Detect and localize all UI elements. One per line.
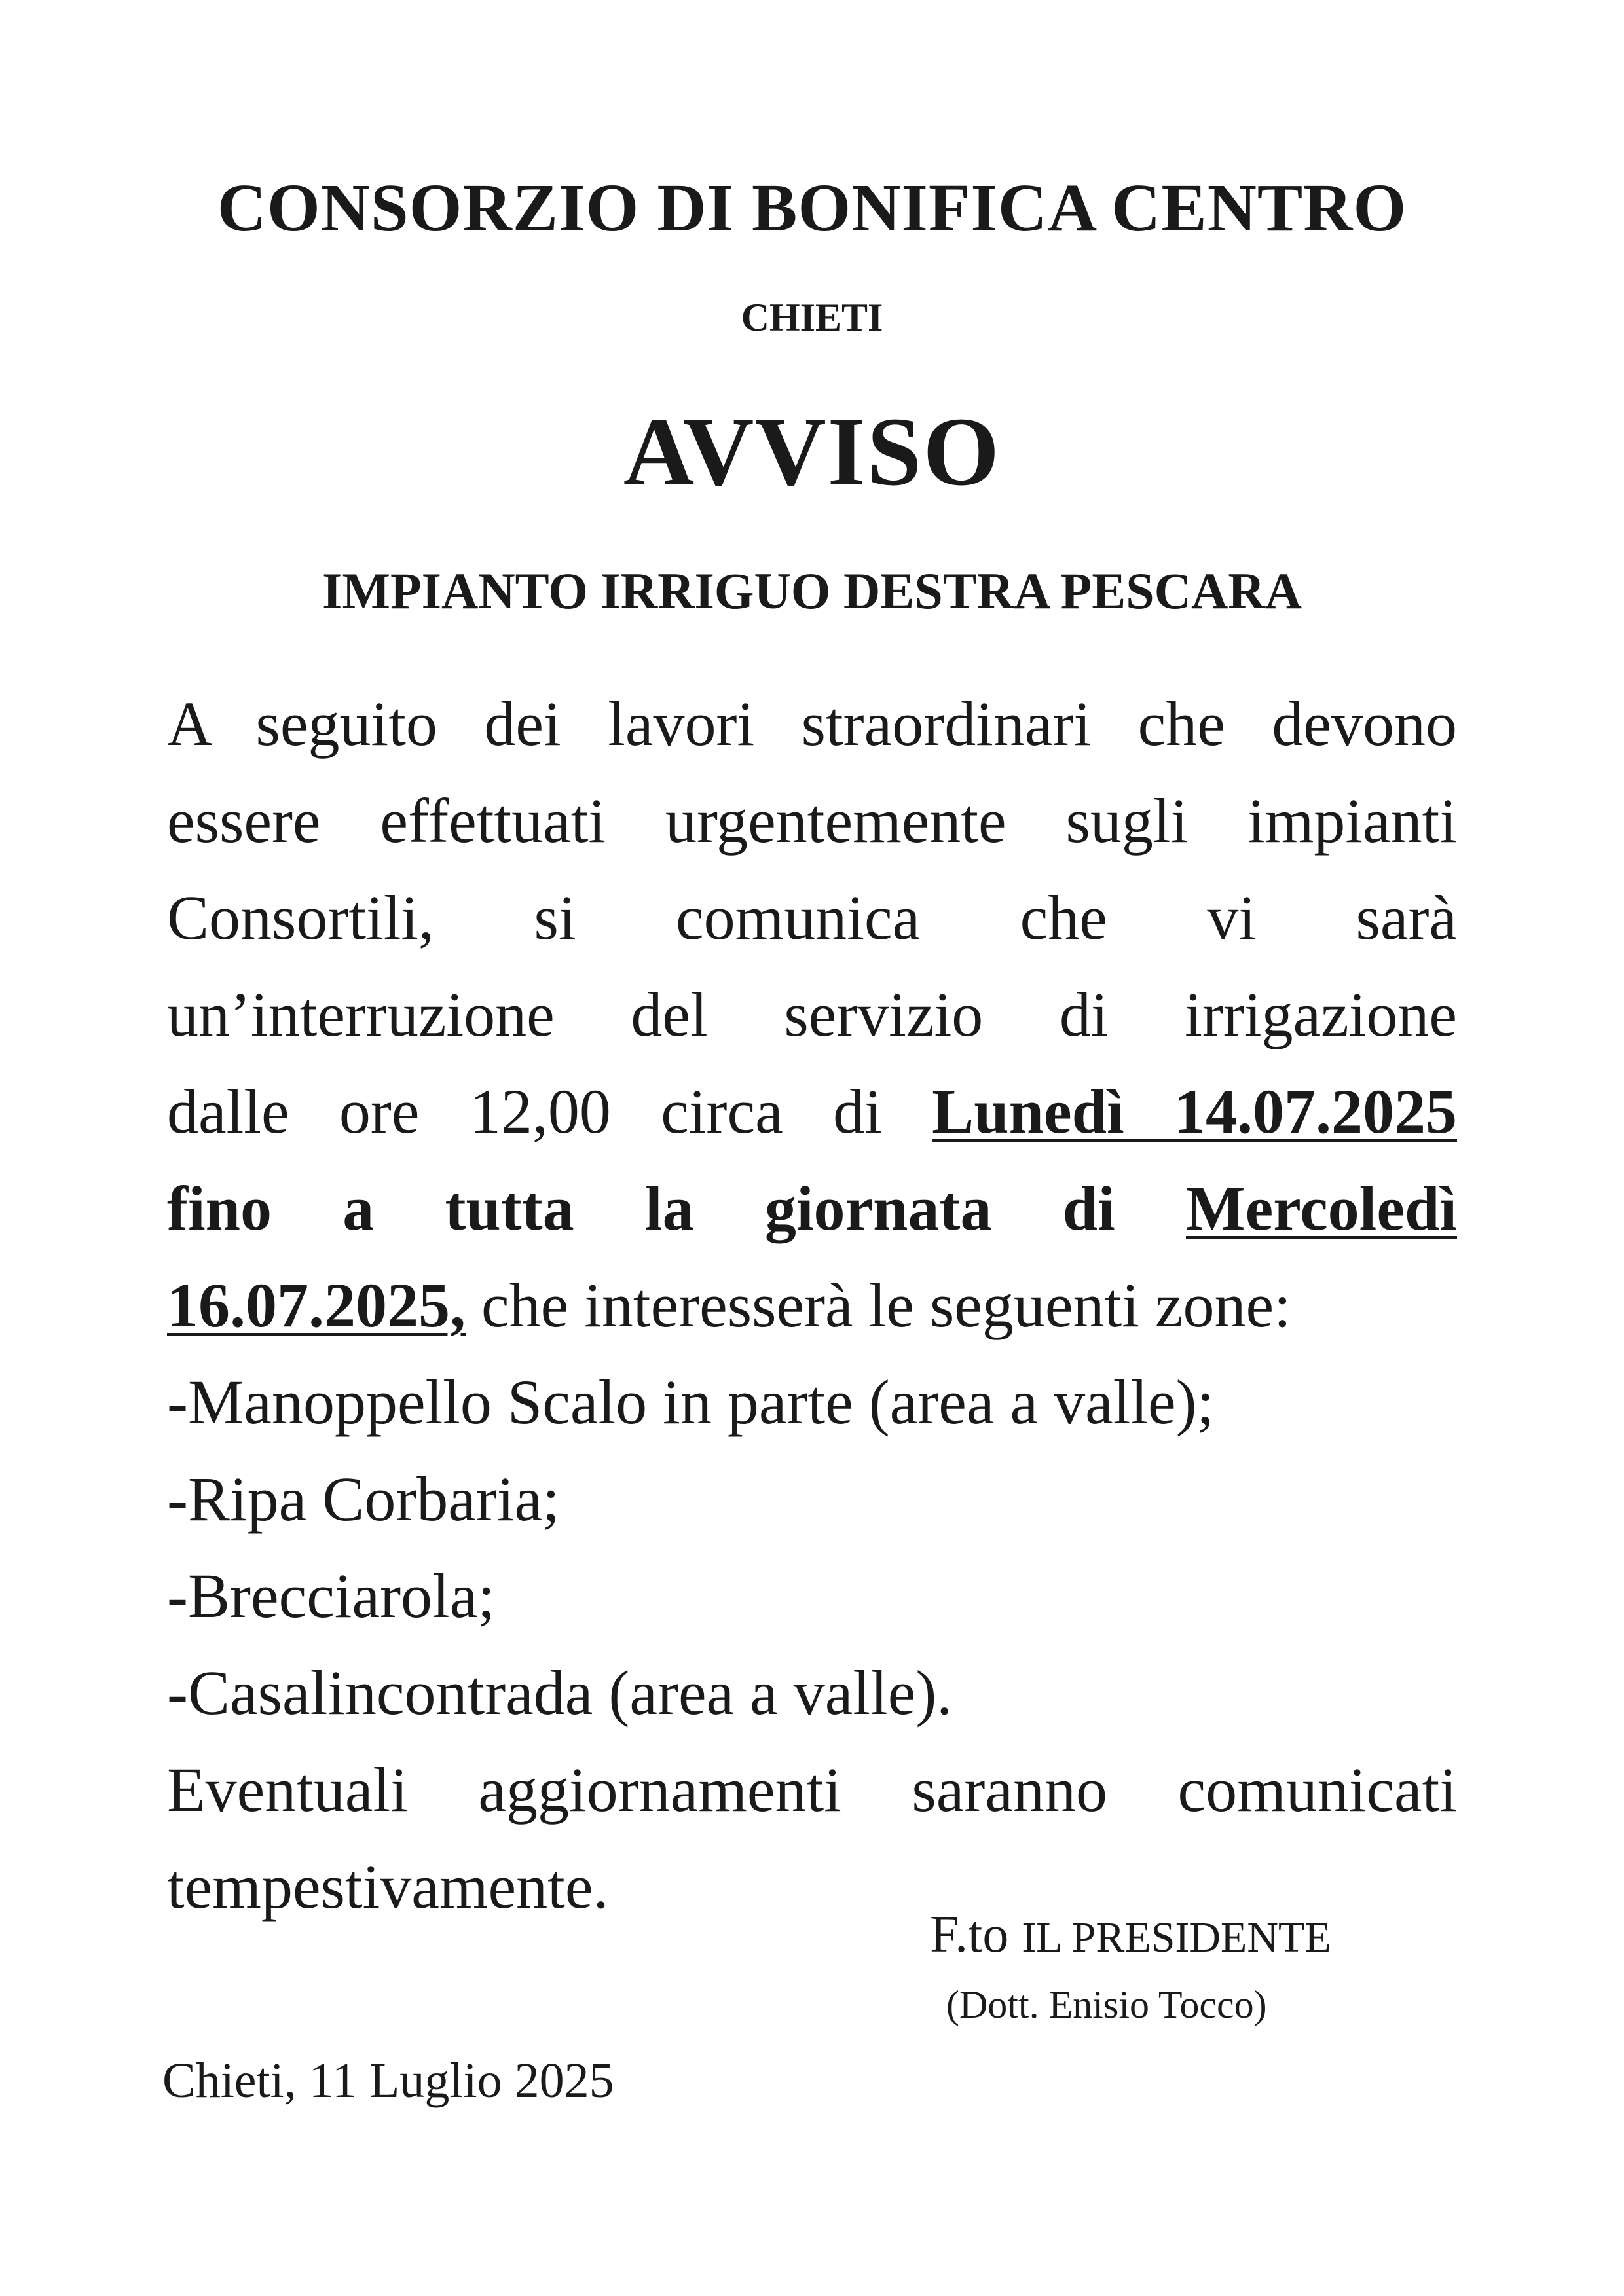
paragraph-line: essere effettuati urgentemente sugli impianti: [167, 786, 1457, 856]
closing-line: tempestivamente.: [167, 1851, 609, 1922]
signature-role: IL PRESIDENTE: [1022, 1914, 1331, 1961]
zone-item: -Ripa Corbaria;: [167, 1464, 560, 1534]
zones-list: [167, 1354, 1457, 1741]
signature-title: [930, 1902, 1331, 1971]
time-text: dalle ore 12,00 circa di: [167, 1076, 882, 1146]
signature-prefix: F.to: [930, 1906, 1009, 1963]
end-date: 16.07.2025,: [167, 1270, 466, 1340]
city-header: CHIETI: [741, 296, 883, 339]
paragraph-word: vi: [1207, 883, 1257, 953]
signature-name: (Dott. Enisio Tocco): [946, 1983, 1267, 2026]
zone-item: -Manoppello Scalo in parte (area a valle);: [167, 1367, 1215, 1437]
closing-line: Eventuali aggiornamenti saranno comunicati: [167, 1755, 1457, 1825]
organization-name: CONSORZIO DI BONIFICA CENTRO: [217, 170, 1407, 246]
zones-intro: che interesserà le seguenti zone:: [481, 1270, 1291, 1340]
notice-paragraph: [167, 676, 1457, 1354]
paragraph-line: un’interruzione del servizio di irrigazione: [167, 979, 1457, 1049]
paragraph-word: sarà: [1356, 883, 1458, 953]
paragraph-line: [167, 869, 1457, 966]
paragraph-line: [167, 1063, 1457, 1160]
paragraph-word: comunica: [676, 883, 921, 953]
paragraph-word: che: [1020, 883, 1107, 953]
notice-subtitle: IMPIANTO IRRIGUO DESTRA PESCARA: [322, 562, 1302, 619]
paragraph-line: [167, 1160, 1457, 1257]
paragraph-line: [167, 1257, 1457, 1354]
start-date: Lunedì 14.07.2025: [932, 1076, 1458, 1146]
zone-item: -Casalincontrada (area a valle).: [167, 1658, 953, 1728]
place-date: Chieti, 11 Luglio 2025: [162, 2053, 614, 2108]
end-day: Mercoledì: [1185, 1173, 1458, 1243]
paragraph-word: Consortili,: [167, 883, 435, 953]
zone-item: -Brecciarola;: [167, 1561, 495, 1631]
paragraph-line: A seguito dei lavori straordinari che devono: [167, 689, 1457, 759]
notice-title: AVVISO: [623, 397, 1001, 506]
duration-text: fino a tutta la giornata di: [167, 1173, 1115, 1243]
paragraph-word: si: [534, 883, 576, 953]
